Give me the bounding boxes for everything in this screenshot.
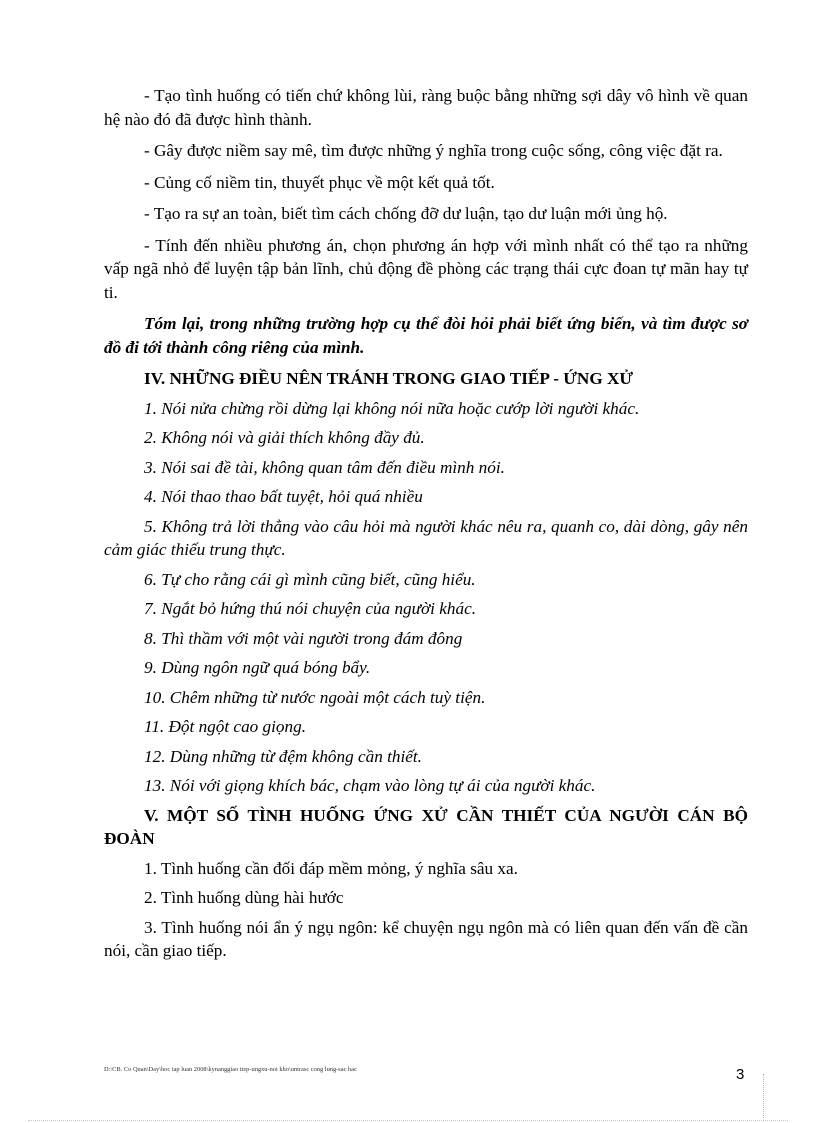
- list-item: 8. Thì thầm với một vài người trong đám đông: [144, 628, 463, 648]
- list-item: 11. Đột ngột cao giọng.: [144, 717, 306, 736]
- document-body: [104, 84, 748, 969]
- list-item: 4. Nói thao thao bất tuyệt, hỏi quá nhiều: [144, 487, 423, 506]
- list-item: 3. Nói sai đề tài, không quan tâm đến điều mình nói.: [144, 457, 505, 477]
- list-item: 7. Ngắt bỏ hứng thú nói chuyện của người khác.: [144, 599, 476, 618]
- page-edge-horizontal-rule: [28, 1120, 788, 1121]
- paragraph-2: - Gây được niềm say mê, tìm được những ý nghĩa trong cuộc sống, công việc đặt ra.: [144, 141, 723, 160]
- list-item: 9. Dùng ngôn ngữ quá bóng bẩy.: [144, 658, 371, 677]
- list-item: 10. Chêm những từ nước ngoài một cách tuỳ tiện.: [144, 687, 486, 707]
- paragraph-5: - Tính đến nhiều phương án, chọn phương án hợp với mình nhất có thể tạo ra những vấp ngã nhỏ để luyện tập bản lĩnh, chủ động đề phòng các trạng thái cực đoan tự mãn hay tự ti.: [104, 235, 748, 302]
- page-edge-vertical-rule: [763, 1074, 764, 1118]
- paragraph-3: - Củng cố niềm tin, thuyết phục về một kết quả tốt.: [144, 172, 495, 192]
- list-item: 2. Tình huống dùng hài hước: [144, 888, 344, 907]
- section-4-heading: IV. NHỮNG ĐIỀU NÊN TRÁNH TRONG GIAO TIẾP - ỨNG XỬ: [144, 369, 634, 388]
- list-item: 2. Không nói và giải thích không đầy đủ.: [144, 428, 425, 447]
- paragraph-4: - Tạo ra sự an toàn, biết tìm cách chống đỡ dư luận, tạo dư luận mới ủng hộ.: [144, 204, 668, 223]
- section-5-heading: V. MỘT SỐ TÌNH HUỐNG ỨNG XỬ CẦN THIẾT CỦA NGƯỜI CÁN BỘ ĐOÀN: [104, 805, 748, 848]
- footer-file-path: D:\CB. Co Quan\Day\hoc tap luan 2008\kynanggiao tiep-ungxu-noi kho\untrasc cong lung-sac hac: [104, 1066, 357, 1073]
- list-item: 12. Dùng những từ đệm không cần thiết.: [144, 746, 422, 766]
- list-item: 1. Tình huống cần đối đáp mềm mỏng, ý nghĩa sâu xa.: [144, 858, 518, 878]
- list-item: 6. Tự cho rằng cái gì mình cũng biết, cũng hiểu.: [144, 569, 476, 589]
- list-item: 3. Tình huống nói ẩn ý ngụ ngôn: kể chuyện ngụ ngôn mà có liên quan đến vấn đề cần nói, cần giao tiếp.: [104, 917, 748, 960]
- list-item: 1. Nói nửa chừng rồi dừng lại không nói nữa hoặc cướp lời người khác.: [144, 398, 640, 418]
- paragraph-1: - Tạo tình huống có tiến chứ không lùi, ràng buộc bằng những sợi dây vô hình về quan hệ nào đó đã được hình thành.: [104, 86, 748, 129]
- list-item: 13. Nói với giọng khích bác, chạm vào lòng tự ái của người khác.: [144, 776, 596, 795]
- summary-paragraph: Tóm lại, trong những trường hợp cụ thể đòi hỏi phải biết ứng biến, và tìm được sơ đồ đi tới thành công riêng của mình.: [104, 314, 748, 357]
- page-number: 3: [736, 1066, 745, 1083]
- list-item: 5. Không trả lời thẳng vào câu hỏi mà người khác nêu ra, quanh co, dài dòng, gây nên cảm giác thiếu trung thực.: [104, 516, 748, 559]
